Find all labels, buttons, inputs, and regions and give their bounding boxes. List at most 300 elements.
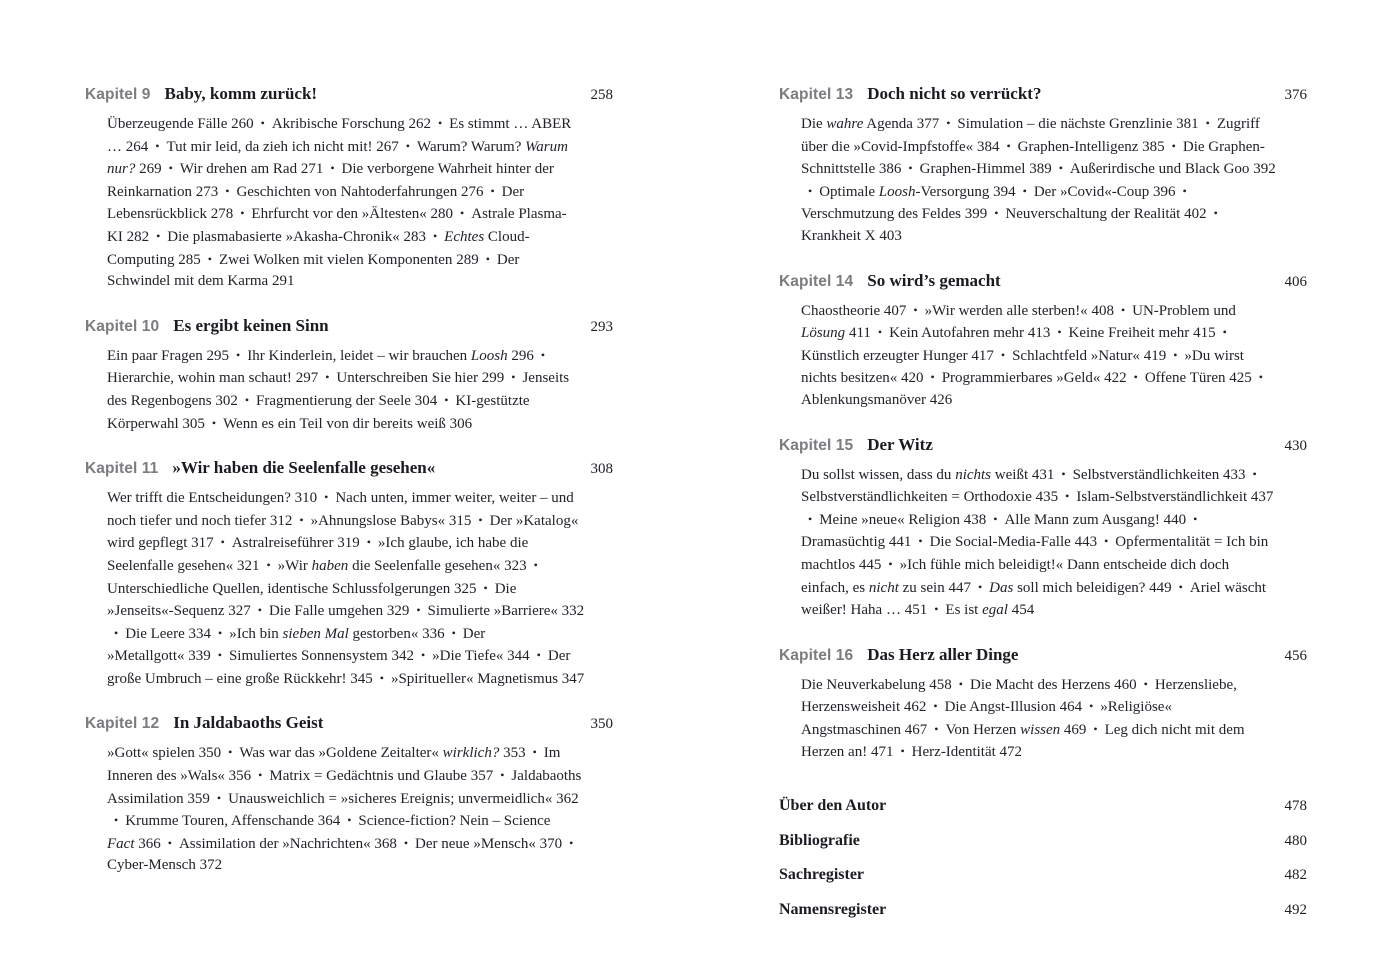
topic-text-run: Simulation – die nächste Grenzlinie — [957, 116, 1173, 132]
topic-page-number: 467 — [900, 721, 928, 738]
topic-page-number: 295 — [202, 347, 230, 364]
toc-topic — [801, 228, 902, 244]
topic-text-run: Die Neuverkabelung — [801, 676, 926, 693]
topic-text-run: Unterschiedliche Quellen, identische Schlussfolgerungen — [107, 580, 451, 597]
bullet-separator: • — [1089, 699, 1094, 714]
topic-page-number: 285 — [174, 251, 201, 268]
bullet-separator: • — [167, 835, 172, 850]
topic-page-number: 271 — [297, 161, 324, 178]
topic-text-run: Krumme Touren, Affenschande — [125, 813, 314, 830]
topic-text-run: »Wir werden alle sterben!« — [924, 302, 1088, 319]
topic-text-run: Überzeugende Fälle — [107, 116, 228, 132]
topic-page-number: 325 — [450, 580, 477, 597]
topic-text-run: Zwei Wolken mit vielen Komponenten — [218, 251, 453, 268]
bullet-separator: • — [1193, 511, 1198, 526]
bullet-separator: • — [444, 392, 449, 407]
topic-text-run: Das — [989, 579, 1014, 596]
topic-page-number: 323 — [500, 557, 527, 574]
toc-topic — [107, 581, 477, 597]
bullet-separator: • — [1205, 116, 1210, 130]
toc-topic — [945, 602, 1034, 618]
bullet-separator: • — [808, 511, 813, 526]
topic-page-number: 366 — [134, 835, 161, 852]
toc-topic — [912, 744, 1022, 760]
topic-text-run: Dramasüchtig — [801, 534, 886, 551]
topic-page-number: 399 — [960, 206, 988, 223]
bullet-separator: • — [483, 580, 488, 595]
topic-page-number: 339 — [184, 648, 211, 665]
topic-page-number: 267 — [372, 138, 399, 155]
bullet-separator: • — [220, 535, 225, 550]
chapter-entry — [779, 271, 1307, 412]
topic-text-run: Cyber-Mensch — [107, 857, 196, 874]
chapter-entry — [85, 713, 613, 877]
bullet-separator: • — [207, 251, 212, 266]
topic-page-number: 471 — [867, 744, 894, 761]
chapter-page-number: 406 — [1284, 273, 1307, 290]
toc-topic — [1073, 467, 1246, 483]
chapter-heading — [85, 458, 613, 478]
topic-text-run: zu sein — [898, 579, 945, 596]
chapter-page-number: 430 — [1284, 437, 1307, 454]
chapter-label: Kapitel 16 — [779, 646, 854, 664]
topic-text-run: »Gott« spielen — [107, 745, 195, 762]
bullet-separator: • — [533, 557, 538, 572]
chapter-entry — [779, 645, 1307, 764]
topic-text-run: Herz-Identität — [911, 744, 996, 761]
topic-page-number: 437 — [1247, 489, 1274, 506]
topic-page-number: 403 — [875, 227, 902, 244]
topic-page-number: 262 — [404, 116, 431, 132]
topic-text-run: wirklich? — [442, 745, 500, 762]
toc-topic — [391, 671, 584, 687]
bullet-separator: • — [236, 347, 241, 362]
chapter-topic-list — [107, 345, 585, 435]
topic-page-number: 332 — [557, 603, 585, 620]
toc-topic — [247, 348, 534, 364]
toc-topic — [801, 677, 952, 693]
topic-page-number: 438 — [960, 511, 987, 528]
topic-text-run: Es stimmt … ABER … — [107, 116, 572, 155]
topic-text-run: Lösung — [801, 325, 846, 342]
topic-text-run: Krankheit X — [801, 227, 876, 244]
topic-text-run: Die Social-Media-Falle — [929, 534, 1071, 551]
topic-page-number: 419 — [1139, 347, 1167, 364]
topic-page-number: 356 — [224, 768, 252, 785]
chapter-label: Kapitel 13 — [779, 86, 854, 103]
topic-text-run: Was war das »Goldene Zeitalter« — [239, 745, 443, 762]
bullet-separator: • — [1222, 325, 1227, 340]
bullet-separator: • — [1022, 183, 1027, 198]
bullet-separator: • — [460, 206, 465, 221]
topic-text-run: Tut mir leid, da zieh ich nicht mit! — [166, 138, 373, 155]
topic-page-number: 319 — [333, 535, 360, 552]
topic-text-run: Meine »neue« Religion — [819, 511, 961, 528]
toc-topic — [311, 513, 472, 529]
toc-topic — [179, 836, 397, 852]
topic-text-run: Ihr Kinderlein, leidet – wir brauchen — [247, 347, 471, 364]
bullet-separator: • — [1143, 676, 1148, 691]
topic-text-run: wahre — [826, 116, 864, 132]
topic-text-run: die Seelenfalle gesehen« — [348, 557, 501, 574]
bullet-separator: • — [156, 228, 161, 243]
topic-text-run: Matrix = Gedächtnis und Glaube — [269, 768, 467, 785]
topic-page-number: 440 — [1159, 511, 1187, 528]
backmatter-page-number: 482 — [1284, 867, 1307, 884]
topic-page-number: 344 — [503, 648, 530, 665]
chapter-heading — [85, 713, 613, 733]
toc-topic — [432, 648, 530, 664]
bullet-separator: • — [217, 648, 222, 663]
topic-text-run: Schlachtfeld »Natur« — [1012, 347, 1140, 364]
chapter-title: Das Herz aller Dinge — [867, 644, 1019, 664]
topic-text-run: Wenn es ein Teil von dir bereits weiß — [223, 415, 446, 432]
topic-page-number: 302 — [211, 392, 238, 409]
topic-page-number: 304 — [410, 392, 438, 409]
topic-page-number: 306 — [445, 415, 473, 432]
toc-topic — [107, 490, 317, 506]
topic-page-number: 425 — [1225, 370, 1252, 387]
topic-page-number: 368 — [370, 835, 397, 852]
chapter-topic-list — [107, 113, 585, 293]
topic-page-number: 377 — [912, 116, 940, 132]
toc-topic — [107, 745, 221, 761]
topic-page-number: 334 — [184, 625, 211, 642]
chapter-heading — [779, 435, 1307, 455]
bullet-separator: • — [240, 206, 245, 221]
toc-topic — [1004, 512, 1186, 528]
topic-page-number: 336 — [418, 625, 445, 642]
bullet-separator: • — [257, 603, 262, 618]
chapter-topic-list — [801, 113, 1279, 248]
bullet-separator: • — [1178, 579, 1183, 594]
toc-topic — [930, 534, 1097, 550]
topic-text-run: Geschichten von Nahtoderfahrungen — [236, 183, 458, 200]
toc-topic — [819, 184, 1015, 200]
topic-text-run: Simuliertes Sonnensystem — [228, 648, 388, 665]
bullet-separator: • — [500, 768, 505, 783]
topic-page-number: 299 — [478, 370, 505, 387]
backmatter-label: Namensregister — [779, 900, 887, 918]
topic-text-run: Leg dich nicht mit dem Herzen an! — [801, 721, 1245, 761]
bullet-separator: • — [536, 648, 541, 663]
toc-topic — [945, 699, 1083, 715]
bullet-separator: • — [114, 813, 119, 828]
topic-text-run: Ariel wäscht weißer! Haha … — [801, 579, 1267, 619]
toc-topic — [801, 116, 939, 132]
bullet-separator: • — [994, 206, 999, 221]
topic-text-run: Die Angst-Illusion — [944, 699, 1056, 716]
chapter-page-number: 376 — [1284, 87, 1307, 103]
topic-page-number: 396 — [1149, 183, 1176, 200]
topic-text-run: Im Inneren des »Wals« — [107, 745, 561, 785]
toc-topic — [278, 558, 527, 574]
topic-page-number: 345 — [346, 670, 373, 687]
topic-page-number: 280 — [426, 206, 454, 223]
topic-text-run: Echtes — [444, 228, 485, 245]
toc-topic — [942, 370, 1127, 386]
backmatter-entry — [779, 795, 1307, 817]
topic-text-run: »Ich glaube, ich habe die Seelenfalle gesehen« — [107, 535, 529, 574]
topic-page-number: 342 — [387, 648, 414, 665]
topic-text-run: »Ich bin — [229, 625, 283, 642]
bullet-separator: • — [958, 676, 963, 691]
bullet-separator: • — [1061, 466, 1066, 481]
chapter-page-number: 258 — [590, 87, 613, 103]
topic-text-run: Simulierte »Barriere« — [427, 603, 558, 620]
bullet-separator: • — [532, 745, 537, 760]
chapter-heading — [85, 316, 613, 336]
toc-topic — [125, 626, 211, 642]
topic-page-number: 264 — [122, 138, 149, 155]
toc-topic — [889, 325, 1050, 341]
topic-page-number: 305 — [178, 415, 205, 432]
topic-text-run: Der »Metallgott« — [107, 625, 486, 665]
topic-text-run: Astrale Plasma-KI — [107, 206, 567, 245]
topic-text-run: »Religiöse« Angstmaschinen — [801, 699, 1172, 738]
topic-page-number: 312 — [266, 512, 293, 529]
topic-page-number: 386 — [875, 161, 902, 178]
chapter-page-number: 350 — [590, 716, 613, 733]
topic-page-number: 385 — [1138, 138, 1165, 155]
bullet-separator: • — [1057, 325, 1062, 340]
topic-text-run: »Ich fühle mich beleidigt!« Dann entscheide dich doch einfach, es — [801, 556, 1230, 596]
toc-topic — [428, 603, 585, 619]
bullet-separator: • — [228, 745, 233, 760]
bullet-separator: • — [218, 625, 223, 640]
topic-page-number: 317 — [187, 535, 214, 552]
topic-text-run: weißt — [991, 466, 1029, 483]
topic-page-number: 415 — [1189, 325, 1216, 342]
topic-page-number: 441 — [885, 534, 912, 551]
bullet-separator: • — [993, 511, 998, 526]
topic-text-run: Die »Jenseits«-Sequenz — [107, 580, 517, 620]
topic-text-run: Hierarchie, wohin man schaut! — [107, 370, 292, 387]
topic-page-number: 458 — [925, 676, 952, 693]
topic-text-run: Optimale — [819, 183, 879, 200]
chapter-title: Doch nicht so verrückt? — [867, 84, 1042, 103]
topic-text-run: Ablenkungsmanöver — [801, 391, 926, 408]
toc-right-page — [779, 84, 1307, 933]
topic-text-run: Unausweichlich = »sicheres Ereignis; unvermeidlich« — [228, 790, 553, 807]
topic-text-run: Programmierbares »Geld« — [941, 370, 1101, 387]
topic-text-run: haben — [311, 557, 349, 574]
topic-page-number: 472 — [995, 744, 1023, 761]
bullet-separator: • — [168, 161, 173, 176]
bullet-separator: • — [216, 790, 222, 805]
topic-page-number: 289 — [452, 251, 479, 268]
chapter-entry — [85, 84, 613, 293]
topic-text-run: egal — [982, 602, 1008, 619]
toc-topic — [801, 206, 987, 222]
topic-page-number: 426 — [925, 391, 953, 408]
topic-text-run: Opfermentalität = Ich bin machtlos — [801, 534, 1269, 573]
bullet-separator: • — [1093, 721, 1098, 736]
topic-page-number: 445 — [855, 556, 882, 573]
topic-page-number: 417 — [967, 347, 994, 364]
topic-page-number: 402 — [1180, 206, 1207, 223]
topic-text-run: Graphen-Intelligenz — [1017, 138, 1139, 155]
toc-topic — [801, 534, 911, 550]
topic-text-run: Loosh — [878, 183, 916, 200]
toc-topic — [925, 303, 1114, 319]
toc-topic — [219, 252, 479, 268]
bullet-separator: • — [451, 625, 456, 640]
toc-topic — [256, 393, 437, 409]
toc-topic — [336, 370, 504, 386]
topic-page-number: 420 — [897, 370, 924, 387]
toc-left-page — [85, 84, 613, 900]
chapter-entry — [779, 84, 1307, 248]
chapter-heading — [779, 645, 1307, 665]
topic-page-number: 353 — [499, 745, 526, 762]
backmatter-page-number: 480 — [1284, 832, 1307, 849]
bullet-separator: • — [511, 370, 516, 385]
bullet-separator: • — [934, 602, 939, 617]
topic-text-run: »Du wirst nichts besitzen« — [801, 347, 1244, 387]
bullet-separator: • — [347, 813, 352, 828]
topic-text-run: sieben Mal — [282, 625, 349, 642]
bullet-separator: • — [155, 138, 160, 153]
topic-text-run: Science-fiction? Nein – Science — [358, 813, 551, 830]
toc-topic — [945, 722, 1086, 738]
topic-page-number: 413 — [1024, 325, 1051, 342]
topic-text-run: wissen — [1020, 721, 1061, 738]
topic-page-number: 372 — [195, 857, 223, 874]
topic-page-number: 433 — [1219, 466, 1246, 483]
toc-topic — [801, 392, 952, 408]
bullet-separator: • — [366, 535, 371, 550]
topic-text-run: Graphen-Himmel — [919, 161, 1026, 178]
topic-page-number: 381 — [1172, 116, 1199, 132]
bullet-separator: • — [258, 768, 263, 783]
topic-text-run: Warum nur? — [107, 138, 568, 178]
topic-page-number: 362 — [552, 790, 579, 807]
bullet-separator: • — [918, 534, 923, 549]
topic-text-run: nicht — [868, 579, 899, 596]
topic-page-number: 464 — [1055, 699, 1083, 716]
bullet-separator: • — [569, 835, 574, 850]
toc-topic — [107, 116, 254, 132]
topic-page-number: 408 — [1087, 302, 1114, 319]
topic-page-number: 449 — [1145, 579, 1172, 596]
bullet-separator: • — [1252, 466, 1257, 481]
backmatter-label: Bibliografie — [779, 831, 860, 849]
toc-topic — [957, 116, 1198, 132]
topic-text-run: Selbstverständlichkeiten — [1072, 466, 1220, 483]
toc-topic — [1069, 325, 1216, 341]
topic-page-number: 469 — [1060, 721, 1087, 738]
bullet-separator: • — [1000, 347, 1006, 362]
toc-topic — [1005, 206, 1206, 222]
topic-text-run: Selbstverständlichkeiten = Orthodoxie — [801, 489, 1032, 506]
topic-text-run: Jenseits des Regenbogens — [107, 370, 570, 409]
topic-page-number: 347 — [558, 670, 585, 687]
topic-page-number: 454 — [1007, 602, 1035, 619]
topic-text-run: Der »Covid«-Coup — [1033, 183, 1150, 200]
toc-topic — [232, 535, 360, 551]
chapter-page-number: 293 — [590, 318, 613, 335]
chapter-title: Der Witz — [867, 434, 933, 454]
toc-topic — [1034, 184, 1176, 200]
topic-text-run: Der große Umbruch – eine große Rückkehr! — [107, 648, 571, 687]
chapter-page-number: 456 — [1284, 647, 1307, 664]
topic-page-number: 407 — [880, 302, 907, 319]
bullet-separator: • — [244, 392, 250, 407]
topic-page-number: 291 — [268, 273, 295, 290]
topic-text-run: Ehrfurcht vor den »Ältesten« — [251, 206, 427, 223]
toc-topic — [229, 626, 444, 642]
bullet-separator: • — [1058, 161, 1063, 176]
toc-topic — [107, 348, 229, 364]
topic-page-number: 460 — [1110, 676, 1137, 693]
bullet-separator: • — [379, 670, 384, 685]
chapter-label: Kapitel 9 — [85, 86, 151, 103]
topic-page-number: 370 — [535, 835, 563, 852]
topic-text-run: KI-gestützte Körperwahl — [107, 392, 530, 432]
bullet-separator: • — [877, 325, 883, 340]
topic-text-run: Astralreiseführer — [231, 535, 334, 552]
topic-text-run: Warum? Warum? — [417, 138, 526, 155]
bullet-separator: • — [1120, 302, 1126, 317]
topic-page-number: 392 — [1249, 161, 1276, 178]
topic-page-number: 389 — [1025, 161, 1052, 178]
bullet-separator: • — [934, 721, 939, 736]
topic-text-run: soll mich beleidigen? — [1013, 579, 1146, 596]
topic-page-number: 422 — [1100, 370, 1127, 387]
topic-page-number: 296 — [507, 347, 534, 364]
bullet-separator: • — [908, 161, 913, 176]
bullet-separator: • — [114, 625, 119, 640]
topic-text-run: Fragmentierung der Seele — [256, 392, 411, 409]
topic-text-run: Zugriff über die »Covid-Impfstoffe« — [801, 116, 1260, 155]
topic-text-run: Die — [801, 116, 827, 132]
toc-topic — [239, 745, 525, 761]
topic-page-number: 283 — [399, 228, 426, 245]
topic-page-number: 411 — [845, 325, 871, 342]
backmatter-label: Sachregister — [779, 866, 865, 884]
topic-text-run: Von Herzen — [945, 721, 1021, 738]
bullet-separator: • — [930, 370, 935, 385]
bullet-separator: • — [1171, 138, 1176, 153]
chapter-heading — [779, 271, 1307, 291]
toc-topic — [167, 229, 426, 245]
topic-text-run: Nach unten, immer weiter, weiter – und noch tiefer und noch tiefer — [107, 490, 574, 529]
topic-text-run: »Die Tiefe« — [432, 648, 504, 665]
toc-topic — [1018, 139, 1165, 155]
toc-topic — [272, 116, 431, 132]
bullet-separator: • — [324, 490, 329, 505]
topic-page-number: 462 — [900, 699, 927, 716]
topic-page-number: 278 — [206, 206, 234, 223]
bullet-separator: • — [420, 648, 426, 663]
bullet-separator: • — [1006, 138, 1011, 153]
toc-topic — [125, 813, 340, 829]
toc-topic — [269, 768, 493, 784]
toc-topic — [228, 791, 578, 807]
toc-topic — [1070, 161, 1276, 177]
topic-page-number: 435 — [1031, 489, 1059, 506]
topic-text-run: Alle Mann zum Ausgang! — [1004, 511, 1160, 528]
topic-page-number: 297 — [291, 370, 319, 387]
toc-topic — [920, 161, 1052, 177]
topic-text-run: Neuverschaltung der Realität — [1005, 206, 1181, 223]
chapter-page-number: 308 — [590, 461, 613, 478]
chapter-title: So wird’s gemacht — [867, 270, 1001, 290]
backmatter-page-number: 492 — [1284, 901, 1307, 918]
topic-text-run: -Versorgung — [915, 183, 990, 200]
bullet-separator: • — [977, 579, 983, 594]
